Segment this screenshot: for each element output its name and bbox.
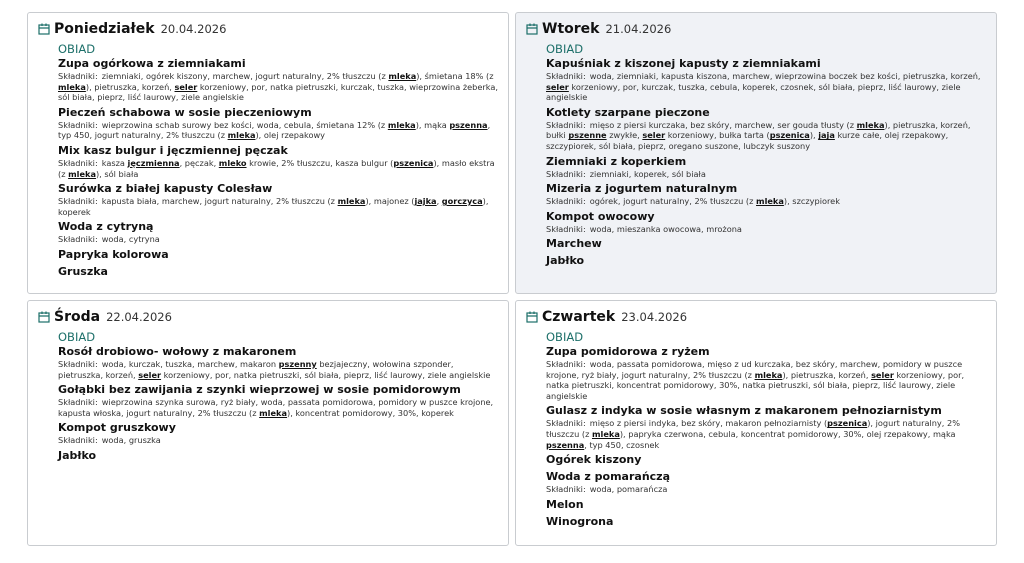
day-card-tuesday <box>515 12 997 294</box>
dish-item <box>58 248 498 262</box>
dish-item <box>58 383 498 418</box>
dish-name: Zupa pomidorowa z ryżem <box>546 345 710 358</box>
day-card-thursday <box>515 300 997 546</box>
day-header <box>526 308 986 326</box>
dish-item <box>546 155 986 180</box>
dish-item <box>58 265 498 279</box>
ingredients-label: Składniki: <box>546 484 586 495</box>
dish-ingredients: Składniki: kapusta biała, marchew, jogurt naturalny, 2% tłuszczu (z mleka), majonez (jajka, gorczyca), koperek <box>58 196 489 217</box>
ingredients-label: Składniki: <box>546 168 586 179</box>
day-card-wednesday <box>27 300 509 546</box>
meal-label: OBIAD <box>58 42 96 56</box>
day-header <box>526 20 986 38</box>
allergen: mleka <box>388 71 417 81</box>
dish-item <box>546 498 986 512</box>
dish-name: Gulasz z indyka w sosie własnym z makaronem pełnoziarnistym <box>546 404 942 418</box>
dish-name: Jabłko <box>58 448 97 462</box>
dish-list <box>546 345 986 529</box>
day-header <box>38 308 498 326</box>
allergen: mleka <box>591 428 620 439</box>
ingredients-label: Składniki: <box>546 196 586 207</box>
dish-ingredients: Składniki: mięso z piersi indyka, bez skóry, makaron pełnoziarnisty (pszenica), jogurt naturalny, 2% tłuszczu (z mleka), papryka czerwona, cebula, koncentrat pomidorowy, 30%, olej rzepakowy, mąka pszenna, typ 450, czosnek <box>546 418 960 450</box>
allergen: pszenne <box>568 130 607 141</box>
dish-list <box>58 345 498 463</box>
allergen: pszenica <box>393 157 434 168</box>
dish-ingredients: Składniki: woda, ziemniaki, kapusta kiszona, marchew, wieprzowina boczek bez kości, pietruszka, korzeń, seler korzeniowy, por, kurczak, tuszka, cebula, koperek, czosnek, sól biała, pieprz, liść laurowy, ziele angielskie <box>546 71 981 103</box>
dish-item <box>546 254 986 268</box>
dish-ingredients: Składniki: woda, kurczak, tuszka, marchew, makaron pszenny bezjajeczny, wołowina szponder, pietruszka, korzeń, seler korzeniowy, por, natka pietruszki, sól biała, pieprz, liść laurowy, ziele angielskie <box>58 359 491 380</box>
dish-ingredients: Składniki: woda, mieszanka owocowa, mrożona <box>546 223 742 234</box>
dish-name: Kotlety szarpane pieczone <box>546 105 710 119</box>
calendar-icon <box>38 22 50 36</box>
dish-item <box>546 237 986 251</box>
allergen: mleka <box>337 196 366 207</box>
dish-name: Melon <box>546 497 584 511</box>
dish-ingredients: Składniki: wieprzowina schab surowy bez kości, woda, cebula, śmietana 12% (z mleka), mąka pszenna, typ 450, jogurt naturalny, 2% tłuszczu (z mleka), olej rzepakowy <box>58 119 491 141</box>
dish-item <box>546 453 986 467</box>
dish-item <box>546 106 986 152</box>
dish-item <box>58 144 498 179</box>
dish-name: Woda z pomarańczą <box>546 470 670 484</box>
dish-name: Gruszka <box>58 264 108 278</box>
day-date: 21.04.2026 <box>605 22 672 36</box>
allergen: gorczyca <box>441 196 483 207</box>
day-name: Środa <box>54 309 101 325</box>
dish-name: Marchew <box>546 237 602 251</box>
dish-item <box>546 345 986 401</box>
dish-list <box>58 57 498 279</box>
day-date: 20.04.2026 <box>160 22 227 36</box>
allergen: pszenna <box>546 439 585 450</box>
ingredients-label: Składniki: <box>546 119 586 130</box>
day-header <box>38 20 498 38</box>
allergen: pszenica <box>769 130 810 141</box>
calendar-icon <box>526 310 538 324</box>
allergen: mleka <box>227 130 256 141</box>
allergen: seler <box>546 81 569 92</box>
ingredients-label: Składniki: <box>546 418 586 429</box>
dish-item <box>58 220 498 245</box>
dish-item <box>58 182 498 217</box>
dish-name: Mix kasz bulgur i jęczmiennej pęczak <box>58 143 288 157</box>
allergen: mleka <box>387 119 416 130</box>
dish-name: Surówka z białej kapusty Colesław <box>58 182 273 196</box>
dish-ingredients: Składniki: ziemniaki, ogórek kiszony, marchew, jogurt naturalny, 2% tłuszczu (z mleka), śmietana 18% (z mleka), pietruszka, korzeń, seler korzeniowy, por, natka pietruszki, kurczak, tuszka, wieprzowina żeberka, sól biała, pieprz, liść laurowy, ziele angielskie <box>58 71 499 103</box>
ingredients-label: Składniki: <box>58 196 98 207</box>
dish-ingredients: Składniki: woda, gruszka <box>58 435 161 446</box>
dish-item <box>546 57 986 103</box>
meal-label: OBIAD <box>546 330 584 344</box>
ingredients-label: Składniki: <box>58 119 98 130</box>
allergen: pszenna <box>449 119 488 130</box>
dish-name: Rosół drobiowo- wołowy z makaronem <box>58 345 297 358</box>
dish-name: Woda z cytryną <box>58 220 154 234</box>
allergen: pszenica <box>827 418 868 429</box>
dish-ingredients: Składniki: mięso z piersi kurczaka, bez skóry, marchew, ser gouda tłusty (z mleka), pietruszka, korzeń, bułki pszenne zwykłe, seler korzeniowy, bułka tarta (pszenica), jaja kurze całe, olej rzepakowy, szczypiorek, sól biała, pieprz, oregano suszone, lubczyk suszony <box>546 119 971 151</box>
day-date: 22.04.2026 <box>106 310 172 324</box>
allergen: mleka <box>259 407 288 418</box>
dish-list <box>546 57 986 268</box>
day-date: 23.04.2026 <box>621 310 688 324</box>
dish-ingredients: Składniki: woda, pomarańcza <box>546 484 668 495</box>
dish-item <box>546 404 986 450</box>
allergen: seler <box>871 369 894 380</box>
dish-name: Ogórek kiszony <box>546 453 642 467</box>
allergen: mleka <box>754 369 783 380</box>
allergen: jęczmienna <box>127 157 180 168</box>
dish-name: Zupa ogórkowa z ziemniakami <box>58 57 246 70</box>
dish-item <box>58 421 498 446</box>
allergen: jajka <box>414 196 437 207</box>
calendar-icon <box>38 310 50 324</box>
allergen: seler <box>642 130 666 141</box>
dish-ingredients: Składniki: ziemniaki, koperek, sól biała <box>546 168 706 179</box>
day-name: Czwartek <box>542 309 616 325</box>
ingredients-label: Składniki: <box>58 71 98 81</box>
ingredients-label: Składniki: <box>546 359 586 369</box>
day-card-monday <box>27 12 509 294</box>
meal-label: OBIAD <box>58 330 96 344</box>
allergen: seler <box>138 369 162 380</box>
dish-item <box>58 345 498 380</box>
dish-name: Gołąbki bez zawijania z szynki wieprzowej w sosie pomidorowym <box>58 383 461 397</box>
allergen: pszenny <box>278 359 317 369</box>
week-menu-grid <box>27 12 997 546</box>
day-name: Poniedziałek <box>54 21 155 37</box>
dish-item <box>546 210 986 235</box>
allergen: jaja <box>818 130 835 141</box>
dish-item <box>58 106 498 141</box>
allergen: mleka <box>68 168 96 179</box>
dish-ingredients: Składniki: ogórek, jogurt naturalny, 2% tłuszczu (z mleka), szczypiorek <box>546 196 840 207</box>
dish-name: Winogrona <box>546 514 614 528</box>
dish-name: Kapuśniak z kiszonej kapusty z ziemniakami <box>546 57 821 70</box>
dish-ingredients: Składniki: wieprzowina szynka surowa, ryż biały, woda, passata pomidorowa, pomidory w puszce krojone, kapusta włoska, jogurt naturalny, 2% tłuszczu (z mleka), koncentrat pomidorowy, 30%, koperek <box>58 397 494 418</box>
allergen: mleko <box>218 157 247 168</box>
dish-ingredients: Składniki: kasza jęczmienna, pęczak, mleko krowie, 2% tłuszczu, kasza bulgur (pszenica), masło ekstra (z mleka), sól biała <box>58 157 495 179</box>
ingredients-label: Składniki: <box>546 223 586 234</box>
dish-name: Kompot gruszkowy <box>58 421 176 435</box>
dish-item <box>546 470 986 495</box>
dish-name: Mizeria z jogurtem naturalnym <box>546 182 738 196</box>
dish-name: Jabłko <box>546 254 585 268</box>
dish-item <box>546 515 986 529</box>
ingredients-label: Składniki: <box>58 397 98 408</box>
ingredients-label: Składniki: <box>58 234 98 245</box>
day-name: Wtorek <box>542 21 600 37</box>
allergen: mleka <box>756 196 784 207</box>
ingredients-label: Składniki: <box>546 71 586 81</box>
dish-ingredients: Składniki: woda, passata pomidorowa, mięso z ud kurczaka, bez skóry, marchew, pomidory w puszce krojone, ryż biały, jogurt naturalny, 2% tłuszczu (z mleka), pietruszka, korzeń, seler korzeniowy, por, natka pietruszki, koncentrat pomidorowy, 30%, natka pietruszki, sól biała, pieprz, liść laurowy, ziele angielskie <box>546 359 965 401</box>
meal-label: OBIAD <box>546 42 584 56</box>
dish-name: Kompot owocowy <box>546 209 655 223</box>
dish-ingredients: Składniki: woda, cytryna <box>58 234 160 245</box>
ingredients-label: Składniki: <box>58 359 98 369</box>
dish-name: Papryka kolorowa <box>58 247 169 261</box>
allergen: mleka <box>856 119 885 130</box>
dish-name: Pieczeń schabowa w sosie pieczeniowym <box>58 105 312 119</box>
calendar-icon <box>526 22 538 36</box>
ingredients-label: Składniki: <box>58 157 98 168</box>
allergen: mleka <box>58 81 86 92</box>
dish-item <box>58 57 498 103</box>
allergen: seler <box>174 81 198 92</box>
dish-item <box>58 449 498 463</box>
dish-item <box>546 182 986 207</box>
dish-name: Ziemniaki z koperkiem <box>546 154 687 168</box>
ingredients-label: Składniki: <box>58 435 98 446</box>
